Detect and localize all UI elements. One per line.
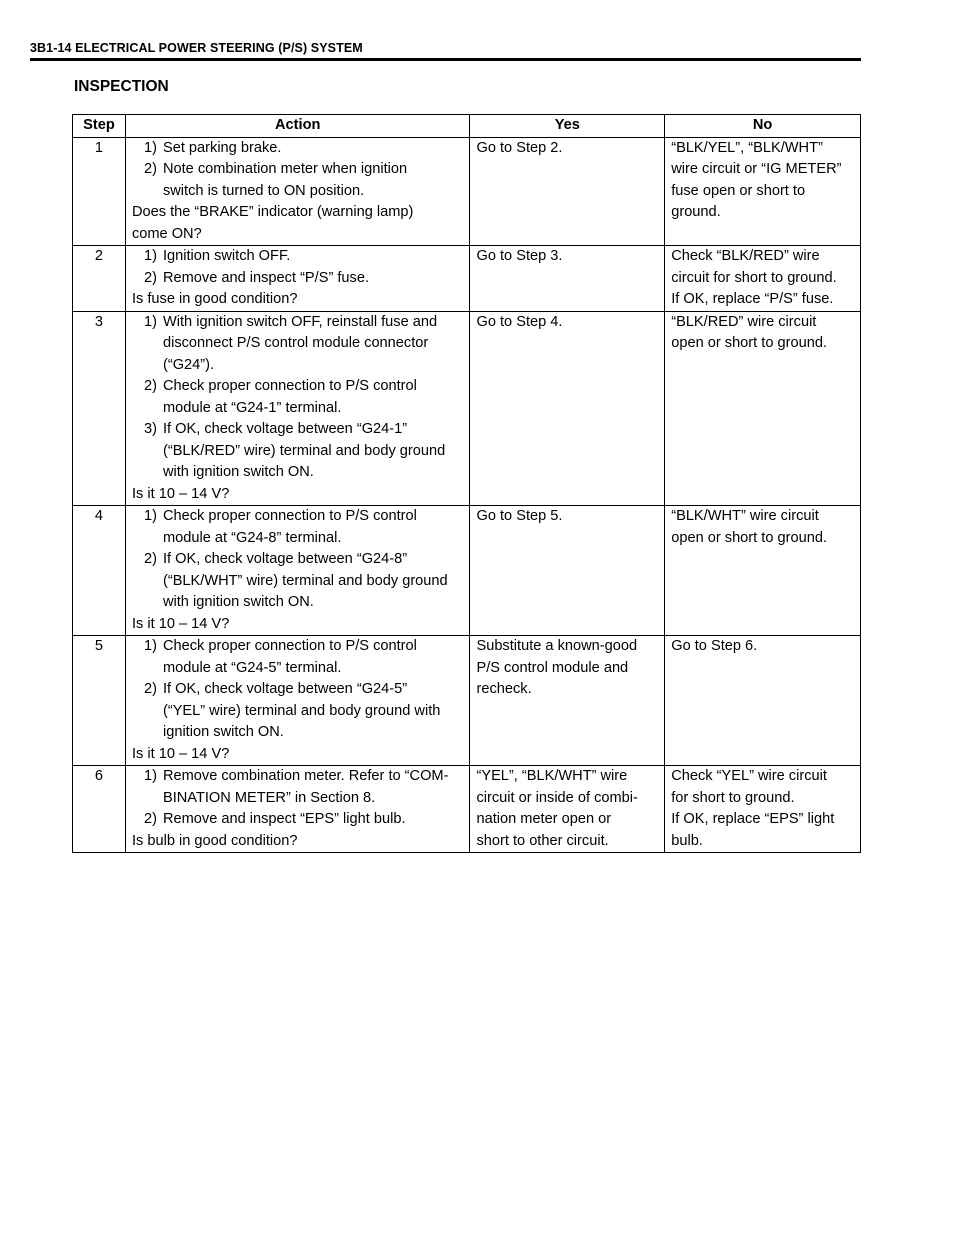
substep-text bbox=[163, 636, 464, 679]
table-row bbox=[73, 766, 861, 853]
step-number: 4 bbox=[73, 506, 126, 636]
column-header-no: No bbox=[665, 115, 861, 138]
yes-line: “YEL”, “BLK/WHT” wire bbox=[476, 768, 628, 784]
action-substep bbox=[132, 376, 464, 419]
step-number: 2 bbox=[73, 246, 126, 312]
action-substep bbox=[132, 246, 464, 268]
substep-line: Check proper connection to P/S control bbox=[162, 638, 417, 654]
substep-number: 1) bbox=[143, 768, 157, 784]
substep-line: Note combination meter when ignition bbox=[162, 161, 408, 177]
substep-line: BINATION METER” in Section 8. bbox=[162, 789, 376, 806]
substep-line: (“YEL” wire) terminal and body ground with bbox=[162, 702, 441, 719]
action-question: Is it 10 – 14 V? bbox=[131, 615, 230, 632]
substep-line: disconnect P/S control module connector bbox=[162, 335, 429, 351]
action-substep bbox=[132, 159, 464, 202]
action-question: Is bulb in good condition? bbox=[131, 832, 298, 849]
yes-line: Go to Step 5. bbox=[476, 508, 563, 524]
yes-cell bbox=[470, 311, 665, 506]
step-number: 1 bbox=[73, 137, 126, 246]
substep-number: 2) bbox=[143, 161, 157, 177]
action-question: Is it 10 – 14 V? bbox=[131, 485, 230, 502]
yes-line: circuit or inside of combi- bbox=[476, 789, 638, 806]
substep-text bbox=[163, 809, 464, 831]
substep-line: ignition switch ON. bbox=[162, 724, 284, 740]
no-line: “BLK/RED” wire circuit bbox=[671, 313, 817, 330]
no-line: If OK, replace “P/S” fuse. bbox=[671, 291, 834, 307]
yes-line: Go to Step 3. bbox=[476, 248, 563, 264]
table-body bbox=[73, 137, 861, 853]
column-header-action: Action bbox=[125, 115, 470, 138]
substep-line: Check proper connection to P/S control bbox=[162, 508, 417, 524]
yes-line: P/S control module and bbox=[476, 659, 629, 676]
no-line: open or short to ground. bbox=[671, 335, 827, 351]
substep-line: module at “G24-5” terminal. bbox=[162, 659, 342, 676]
yes-line: nation meter open or bbox=[476, 811, 612, 827]
step-number: 6 bbox=[73, 766, 126, 853]
substep-text bbox=[163, 268, 464, 290]
substep-text bbox=[163, 376, 464, 419]
substep-number: 3) bbox=[143, 421, 157, 437]
action-substep bbox=[132, 766, 464, 809]
action-substep bbox=[132, 312, 464, 377]
action-question: Does the “BRAKE” indicator (warning lamp) bbox=[131, 204, 414, 220]
no-line: Check “YEL” wire circuit bbox=[671, 768, 827, 784]
action-cell bbox=[125, 506, 470, 636]
page-header: 3B1-14 ELECTRICAL POWER STEERING (P/S) SYSTEM bbox=[30, 41, 363, 55]
yes-cell bbox=[470, 506, 665, 636]
action-substep bbox=[132, 268, 464, 290]
yes-cell bbox=[470, 137, 665, 246]
action-cell bbox=[125, 137, 470, 246]
substep-line: Check proper connection to P/S control bbox=[162, 378, 417, 394]
action-substep bbox=[132, 549, 464, 614]
table-row bbox=[73, 246, 861, 312]
action-substep bbox=[132, 636, 464, 679]
no-cell bbox=[665, 246, 861, 312]
action-substep bbox=[132, 419, 464, 484]
no-cell bbox=[665, 137, 861, 246]
substep-text bbox=[163, 766, 464, 809]
substep-text bbox=[163, 419, 464, 484]
action-cell bbox=[125, 311, 470, 506]
substep-line: If OK, check voltage between “G24-8” bbox=[162, 551, 408, 567]
substep-number: 2) bbox=[143, 269, 157, 286]
substep-line: (“BLK/WHT” wire) terminal and body ground bbox=[162, 572, 448, 589]
substep-line: Ignition switch OFF. bbox=[162, 248, 291, 264]
no-cell bbox=[665, 506, 861, 636]
no-line: If OK, replace “EPS” light bbox=[671, 811, 835, 827]
no-cell bbox=[665, 766, 861, 853]
table-row bbox=[73, 137, 861, 246]
substep-number: 2) bbox=[143, 551, 157, 567]
no-line: Check “BLK/RED” wire bbox=[671, 248, 820, 264]
substep-line: (“BLK/RED” wire) terminal and body ground bbox=[162, 442, 446, 459]
action-question: Is it 10 – 14 V? bbox=[131, 745, 230, 762]
substep-text bbox=[163, 506, 464, 549]
action-cell bbox=[125, 636, 470, 766]
substep-number: 1) bbox=[143, 638, 157, 654]
no-line: fuse open or short to bbox=[671, 182, 806, 199]
substep-line: module at “G24-1” terminal. bbox=[162, 399, 342, 416]
no-line: for short to ground. bbox=[671, 789, 795, 806]
substep-line: with ignition switch ON. bbox=[162, 594, 314, 610]
substep-text bbox=[163, 312, 464, 377]
substep-line: If OK, check voltage between “G24-5” bbox=[162, 681, 408, 697]
substep-line: (“G24”). bbox=[162, 356, 215, 373]
no-cell bbox=[665, 311, 861, 506]
table-header-row bbox=[73, 115, 861, 138]
substep-text bbox=[163, 246, 464, 268]
no-line: ground. bbox=[671, 204, 721, 220]
column-header-yes: Yes bbox=[470, 115, 665, 138]
substep-line: with ignition switch ON. bbox=[162, 464, 314, 480]
table-row bbox=[73, 506, 861, 636]
yes-line: recheck. bbox=[476, 681, 532, 697]
substep-text bbox=[163, 159, 464, 202]
yes-cell bbox=[470, 636, 665, 766]
no-cell bbox=[665, 636, 861, 766]
substep-number: 2) bbox=[143, 811, 157, 827]
substep-line: Remove combination meter. Refer to “COM- bbox=[162, 768, 449, 784]
step-number: 3 bbox=[73, 311, 126, 506]
yes-line: Go to Step 4. bbox=[476, 313, 563, 330]
substep-number: 1) bbox=[143, 313, 157, 330]
substep-number: 1) bbox=[143, 248, 157, 264]
substep-number: 2) bbox=[143, 378, 157, 394]
substep-line: If OK, check voltage between “G24-1” bbox=[162, 421, 408, 437]
no-line: “BLK/WHT” wire circuit bbox=[671, 508, 819, 524]
action-substep bbox=[132, 506, 464, 549]
no-line: “BLK/YEL”, “BLK/WHT” bbox=[671, 139, 823, 156]
substep-number: 2) bbox=[143, 681, 157, 697]
no-line: bulb. bbox=[671, 832, 703, 849]
section-title: INSPECTION bbox=[74, 78, 169, 95]
table-row bbox=[73, 311, 861, 506]
yes-line: Go to Step 2. bbox=[476, 139, 563, 156]
substep-number: 1) bbox=[143, 508, 157, 524]
action-substep bbox=[132, 679, 464, 744]
yes-line: short to other circuit. bbox=[476, 832, 609, 849]
substep-text bbox=[163, 679, 464, 744]
table-row bbox=[73, 636, 861, 766]
no-line: circuit for short to ground. bbox=[671, 269, 837, 286]
action-question: come ON? bbox=[131, 225, 202, 242]
substep-text bbox=[163, 138, 464, 160]
action-question: Is fuse in good condition? bbox=[131, 291, 298, 307]
no-line: open or short to ground. bbox=[671, 529, 827, 546]
substep-number: 1) bbox=[143, 139, 157, 156]
action-substep bbox=[132, 809, 464, 831]
yes-cell bbox=[470, 246, 665, 312]
inspection-table bbox=[72, 114, 861, 853]
yes-cell bbox=[470, 766, 665, 853]
substep-line: Set parking brake. bbox=[162, 139, 282, 156]
substep-line: Remove and inspect “P/S” fuse. bbox=[162, 269, 369, 286]
step-number: 5 bbox=[73, 636, 126, 766]
no-line: Go to Step 6. bbox=[671, 638, 758, 654]
action-cell bbox=[125, 246, 470, 312]
action-cell bbox=[125, 766, 470, 853]
substep-text bbox=[163, 549, 464, 614]
header-rule bbox=[30, 58, 861, 61]
column-header-step: Step bbox=[73, 115, 126, 138]
substep-line: switch is turned to ON position. bbox=[162, 182, 365, 199]
yes-line: Substitute a known-good bbox=[476, 638, 638, 654]
substep-line: With ignition switch OFF, reinstall fuse and bbox=[162, 313, 438, 330]
substep-line: module at “G24-8” terminal. bbox=[162, 529, 342, 546]
no-line: wire circuit or “IG METER” bbox=[671, 161, 842, 177]
substep-line: Remove and inspect “EPS” light bulb. bbox=[162, 811, 406, 827]
action-substep bbox=[132, 138, 464, 160]
